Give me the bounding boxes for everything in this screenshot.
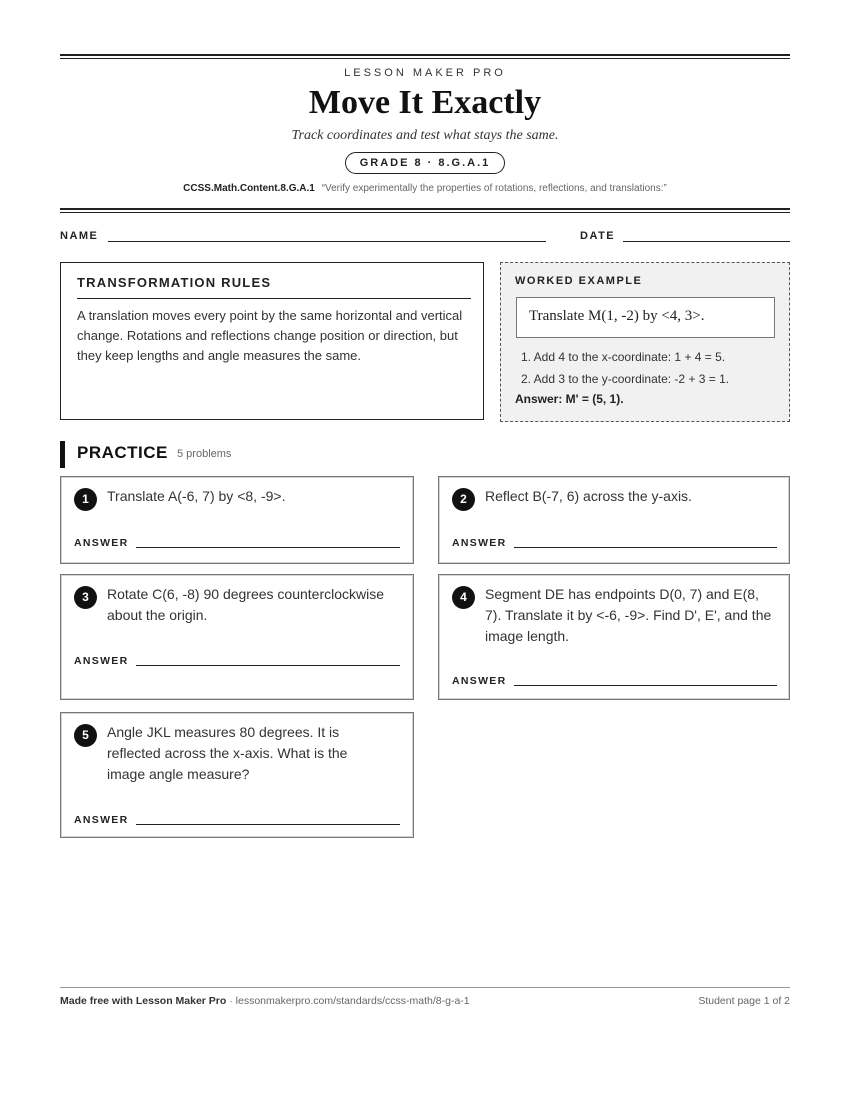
footer-credit: [60, 995, 470, 1007]
problem-card-4: [438, 574, 790, 700]
worked-example-answer: Answer: M' = (5, 1).: [515, 392, 624, 406]
answer-label: ANSWER: [452, 537, 507, 549]
problem-card-5: [60, 712, 414, 838]
problem-number-badge: 5: [74, 724, 97, 747]
standard-text: “Verify experimentally the properties of rotations, reflections, and translations:”: [321, 183, 667, 194]
problem-number-badge: 3: [74, 586, 97, 609]
footer-made-with: Made free with Lesson Maker Pro: [60, 995, 227, 1007]
answer-label: ANSWER: [74, 655, 129, 667]
problem-text: Reflect B(-7, 6) across the y-axis.: [485, 488, 692, 504]
problem-number-badge: 1: [74, 488, 97, 511]
problem-text: Segment DE has endpoints D(0, 7) and E(8, 7). Translate it by <-6, -9>. Find D', E', and the image length.: [485, 586, 772, 644]
answer-field-2[interactable]: [514, 547, 777, 548]
worked-example-problem: Translate M(1, -2) by <4, 3>.: [516, 297, 775, 338]
practice-title: PRACTICE: [77, 443, 168, 462]
answer-label: ANSWER: [452, 675, 507, 687]
answer-field-5[interactable]: [136, 824, 400, 825]
problem-number-badge: 4: [452, 586, 475, 609]
top-double-rule: [60, 54, 790, 59]
header-bottom-rule: [60, 208, 790, 213]
grade-badge: GRADE 8 · 8.G.A.1: [345, 152, 506, 174]
problem-number-badge: 2: [452, 488, 475, 511]
page-subtitle: Track coordinates and test what stays the same.: [291, 128, 559, 143]
problem-text: Angle JKL measures 80 degrees. It is reflected across the x-axis. What is the image angle measure?: [107, 724, 348, 782]
grade-badge-wrap: [60, 152, 790, 174]
worked-step: 1. Add 4 to the x-coordinate: 1 + 4 = 5.: [521, 350, 726, 364]
brand-name: LESSON MAKER PRO: [344, 67, 506, 79]
date-field[interactable]: [623, 241, 790, 242]
problem-card-1: [60, 476, 414, 564]
problem-text: Translate A(-6, 7) by <8, -9>.: [107, 488, 286, 504]
practice-header: [60, 441, 790, 468]
worked-example-box: [500, 262, 790, 422]
practice-accent-bar: [60, 441, 65, 468]
worked-step: 2. Add 3 to the y-coordinate: -2 + 3 = 1.: [521, 372, 730, 386]
date-label: DATE: [580, 230, 616, 242]
practice-count: 5 problems: [177, 448, 232, 460]
footer-page-number: Student page 1 of 2: [698, 995, 790, 1007]
worked-example-title: WORKED EXAMPLE: [515, 275, 643, 287]
rules-body: A translation moves every point by the same horizontal and vertical change. Rotations and reflections change position or direction, but they keep lengths and angle measures the same.: [77, 308, 463, 363]
answer-label: ANSWER: [74, 814, 129, 826]
name-label: NAME: [60, 230, 99, 242]
transformation-rules-box: [60, 262, 484, 420]
rules-title: TRANSFORMATION RULES: [77, 275, 471, 299]
answer-label: ANSWER: [74, 537, 129, 549]
answer-field-4[interactable]: [514, 685, 777, 686]
answer-field-3[interactable]: [136, 665, 400, 666]
problem-text: Rotate C(6, -8) 90 degrees counterclockwise about the origin.: [107, 586, 385, 623]
worked-example-steps: [521, 346, 729, 390]
name-field[interactable]: [108, 241, 546, 242]
footer-url[interactable]: · lessonmakerpro.com/standards/ccss-math/8-g-a-1: [226, 995, 470, 1007]
answer-field-1[interactable]: [136, 547, 400, 548]
footer-rule: [60, 987, 790, 988]
worksheet-page: [60, 0, 790, 1100]
problem-card-3: [60, 574, 414, 700]
problem-card-2: [438, 476, 790, 564]
standard-line: [60, 183, 790, 194]
standard-code: CCSS.Math.Content.8.G.A.1: [183, 183, 315, 194]
page-title: Move It Exactly: [308, 84, 542, 121]
name-date-row: [60, 230, 790, 244]
